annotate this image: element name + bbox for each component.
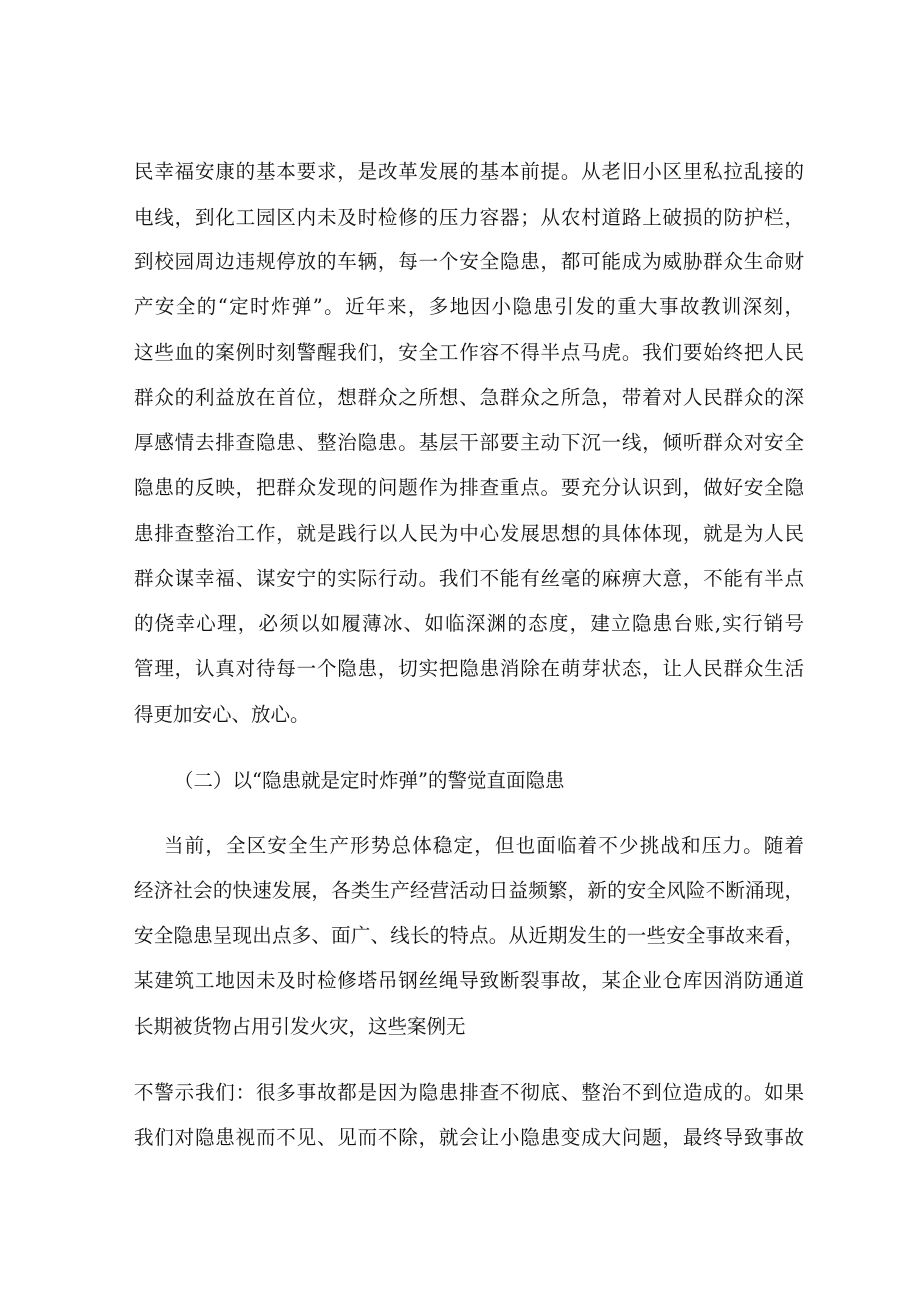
text-line: 隐患的反映，把群众发现的问题作为排查重点。要充分认识到，做好安全隐 bbox=[134, 476, 804, 499]
text-line: 产安全的“定时炸弹”。近年来，多地因小隐患引发的重大事故教训深刻， bbox=[134, 295, 804, 318]
text-line: 群众谋幸福、谋安宁的实际行动。我们不能有丝毫的麻痹大意，不能有半点 bbox=[134, 567, 804, 590]
text-line: 厚感情去排查隐患、整治隐患。基层干部要主动下沉一线，倾听群众对安全 bbox=[134, 431, 804, 454]
text-line: 群众的利益放在首位，想群众之所想、急群众之所急，带着对人民群众的深 bbox=[134, 386, 804, 409]
text-line: 患排查整治工作，就是践行以人民为中心发展思想的具体体现，就是为人民 bbox=[134, 522, 804, 545]
text-line: 这些血的案例时刻警醒我们，安全工作容不得半点马虎。我们要始终把人民 bbox=[134, 341, 804, 364]
text-line: 的侥幸心理，必须以如履薄冰、如临深渊的态度，建立隐患台账,实行销号 bbox=[134, 612, 804, 635]
text-line: 不警示我们：很多事故都是因为隐患排查不彻底、整治不到位造成的。如果 bbox=[134, 1081, 804, 1104]
text-line: 当前，全区安全生产形势总体稳定，但也面临着不少挑战和压力。随着 bbox=[164, 834, 804, 857]
text-line: 电线，到化工园区内未及时检修的压力容器；从农村道路上破损的防护栏， bbox=[134, 206, 804, 229]
text-line: 民幸福安康的基本要求，是改革发展的基本前提。从老旧小区里私拉乱接的 bbox=[134, 160, 804, 183]
text-line: 某建筑工地因未及时检修塔吊钢丝绳导致断裂事故，某企业仓库因消防通道 bbox=[134, 969, 804, 992]
text-line: 得更加安心、放心。 bbox=[134, 703, 310, 726]
text-line: 经济社会的快速发展，各类生产经营活动日益频繁，新的安全风险不断涌现， bbox=[134, 879, 804, 902]
text-line: 管理，认真对待每一个隐患，切实把隐患消除在萌芽状态，让人民群众生活 bbox=[134, 657, 804, 680]
text-line: 长期被货物占用引发火灾，这些案例无 bbox=[134, 1015, 466, 1038]
text-line: 我们对隐患视而不见、见而不除，就会让小隐患变成大问题，最终导致事故 bbox=[134, 1126, 804, 1149]
section-heading: （二）以“隐患就是定时炸弹”的警觉直面隐患 bbox=[174, 769, 565, 792]
text-line: 安全隐患呈现出点多、面广、线长的特点。从近期发生的一些安全事故来看， bbox=[134, 924, 804, 947]
text-line: 到校园周边违规停放的车辆，每一个安全隐患，都可能成为威胁群众生命财 bbox=[134, 250, 804, 273]
